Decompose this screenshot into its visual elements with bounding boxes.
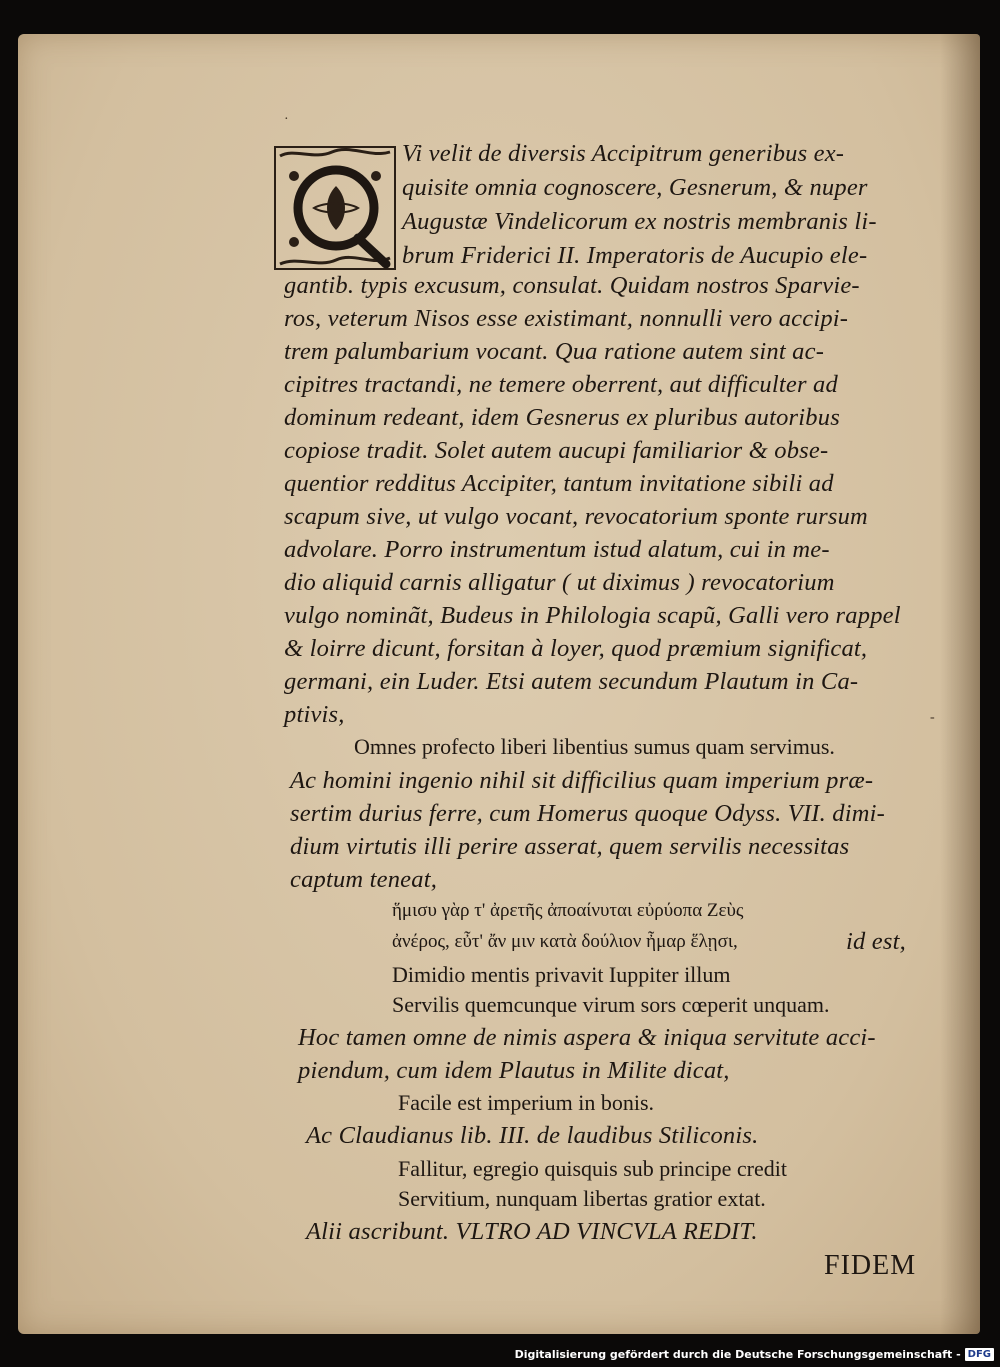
text-line-23: captum teneat,: [290, 866, 438, 893]
id-est-label: id est,: [846, 928, 906, 955]
text-line-18: ptivis,: [284, 701, 345, 728]
latin-verse-2: Servilis quemcunque virum sors cœperit unquam.: [392, 992, 830, 1017]
catchword: FIDEM: [824, 1250, 917, 1281]
text-line-13: advolare. Porro instrumentum istud alatum, cui in me-: [284, 536, 830, 563]
text-line-4: brum Friderici II. Imperatoris de Aucupio ele-: [402, 242, 868, 269]
text-line-16: & loirre dicunt, forsitan à loyer, quod præmium significat,: [284, 635, 868, 662]
text-line-14: dio aliquid carnis alligatur ( ut diximus ) revocatorium: [284, 569, 835, 596]
verse-claudian-1: Fallitur, egregio quisquis sub principe credit: [398, 1156, 787, 1181]
digitization-footer: [515, 1343, 994, 1365]
text-line-35: Alii ascribunt. VLTRO AD VINCVLA REDIT.: [306, 1218, 758, 1245]
page-gutter-shadow: [940, 34, 980, 1334]
greek-verse-2: ἀνέρος, εὖτ' ἄν μιν κατὰ δούλιον ἦμαρ ἕλῃσι,: [392, 931, 738, 952]
text-line-3: Augustæ Vindelicorum ex nostris membranis li-: [402, 208, 877, 235]
edge-mark: -: [930, 710, 935, 725]
footer-text: Digitalisierung gefördert durch die Deutsche Forschungsgemeinschaft -: [514, 1347, 961, 1361]
text-line-9: dominum redeant, idem Gesnerus ex pluribus autoribus: [284, 404, 840, 431]
text-line-29: Hoc tamen omne de nimis aspera & iniqua servitute acci-: [298, 1024, 876, 1051]
text-line-20: Ac homini ingenio nihil sit difficilius quam imperium præ-: [290, 767, 874, 794]
verse-plautus: Omnes profecto liberi libentius sumus quam servimus.: [354, 734, 835, 759]
text-line-15: vulgo nominãt, Budeus in Philologia scapũ, Galli vero rappel: [284, 602, 901, 629]
text-line-10: copiose tradit. Solet autem aucupi familiarior & obse-: [284, 437, 829, 464]
text-line-11: quentior redditus Accipiter, tantum invitatione sibili ad: [284, 470, 834, 497]
text-line-5: gantib. typis excusum, consulat. Quidam nostros Sparvie-: [284, 272, 860, 299]
ornamental-initial-q: [274, 146, 396, 270]
text-line-12: scapum sive, ut vulgo vocant, revocatorium sponte rursum: [284, 503, 868, 530]
text-line-1: Vi velit de diversis Accipitrum generibus ex-: [402, 140, 845, 167]
text-line-30: piendum, cum idem Plautus in Milite dicat,: [298, 1057, 730, 1084]
text-line-17: germani, ein Luder. Etsi autem secundum Plautum in Ca-: [284, 668, 859, 695]
greek-verse-1: ἥμισυ γὰρ τ' ἀρετῆς ἀποαίνυται εὐρύοπα Ζεὺς: [392, 900, 744, 921]
text-line-6: ros, veterum Nisos esse existimant, nonnulli vero accipi-: [284, 305, 849, 332]
text-line-8: cipitres tractandi, ne temere oberrent, aut difficulter ad: [284, 371, 838, 398]
text-line-7: trem palumbarium vocant. Qua ratione autem sint ac-: [284, 338, 825, 365]
text-line-21: sertim durius ferre, cum Homerus quoque Odyss. VII. dimi-: [290, 800, 886, 827]
verse-facile: Facile est imperium in bonis.: [398, 1090, 655, 1115]
text-line-22: dium virtutis illi perire asserat, quem servilis necessitas: [290, 833, 850, 860]
text-line-32: Ac Claudianus lib. III. de laudibus Stiliconis.: [306, 1122, 759, 1149]
text-line-2: quisite omnia cognoscere, Gesnerum, & nuper: [402, 174, 868, 201]
latin-verse-1: Dimidio mentis privavit Iuppiter illum: [392, 962, 731, 987]
dfg-logo: DFG: [965, 1348, 994, 1361]
verse-claudian-2: Servitium, nunquam libertas gratior extat.: [398, 1186, 766, 1211]
speck-mark: ·: [284, 112, 289, 127]
